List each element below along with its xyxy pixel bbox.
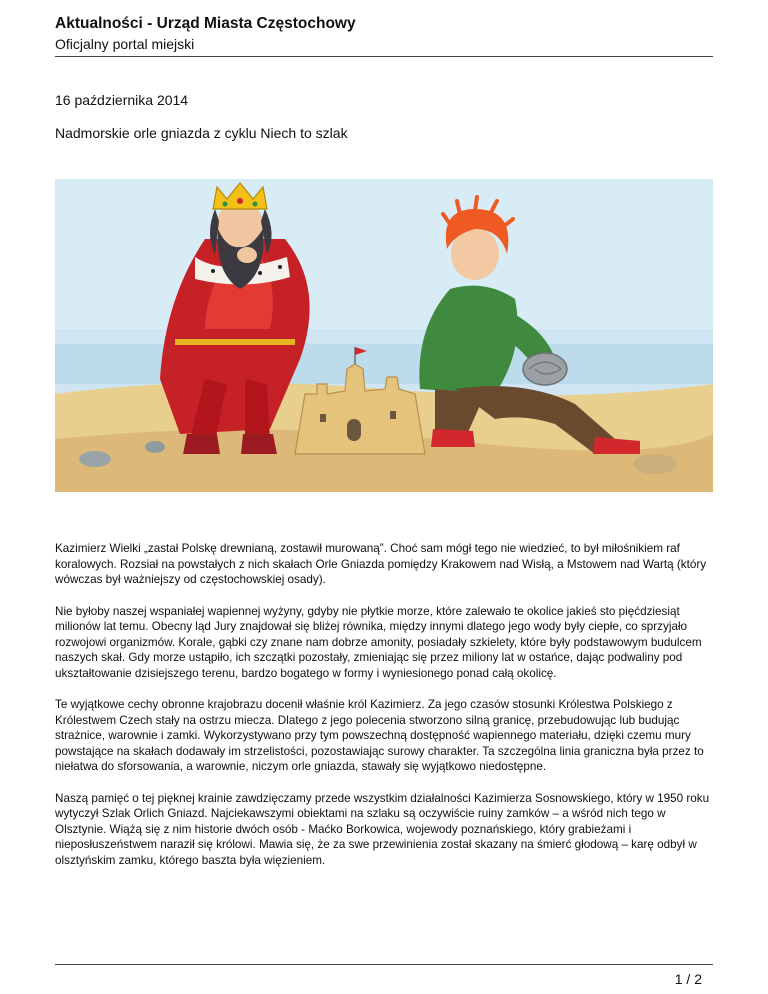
page-number: 1 / 2 bbox=[674, 971, 702, 987]
article-paragraph: Te wyjątkowe cechy obronne krajobrazu docenił właśnie król Kazimierz. Za jego czasów stosunki Królestwa Polskiego z Królestwem Czech stały na ostrzu miecza. Dlatego z jego polecenia stworzono silną granicę, przebudowując lub budując strażnice, warownie i zamki. Wykorzystywano przy tym powszechną dostępność wapiennego materiału, dzięki czemu mury powstające na skałach dodawały im strzelistości, pozostawiając surowy charakter. Ta szczególna linia graniczna była przez to niełatwa do sforsowania, a warownie, niczym orle gniazda, stawały się wyjątkowo niedostępne. bbox=[55, 698, 704, 773]
article-date: 16 października 2014 bbox=[55, 92, 189, 108]
article-body bbox=[55, 541, 713, 884]
article-paragraph: Naszą pamięć o tej pięknej krainie zawdzięczamy przede wszystkim działalności Kazimierza Sosnowskiego, który w 1950 roku wytyczył Szlak Orlich Gniazd. Najciekawszymi obiektami na szlaku są oczywiście ruiny zamków – a wśród nich tego w Olsztynie. Wiążą się z nim historie dwóch osób - Maćko Borkowica, wojewody poznańskiego, który grabieżami i nieposłuszeństwem naraził się królowi. Mawia się, że za swe przewinienia został skazany na śmierć głodową – karę odbył w olsztyńskim zamku, którego baszta była więzieniem. bbox=[55, 791, 710, 867]
article-title: Nadmorskie orle gniazda z cyklu Niech to szlak bbox=[55, 125, 348, 141]
site-subtitle: Oficjalny portal miejski bbox=[55, 36, 195, 52]
article-paragraph: Kazimierz Wielki „zastał Polskę drewnianą, zostawił murowaną”. Choć sam mógł tego nie wiedzieć, to był miłośnikiem raf koralowych. Rozsiał na powstałych z nich skałach Orle Gniazda pomiędzy Krakowem nad Wisłą, a Mstowem nad Wartą (który wówczas był ważniejszy od częstochowskiej osady). bbox=[55, 542, 707, 586]
article-paragraph: Nie byłoby naszej wspaniałej wapiennej wyżyny, gdyby nie płytkie morze, które zalewało te okolice jakieś sto pięćdziesiąt milionów lat temu. Obecny ląd Jury znajdował się bliżej równika, między innymi dlatego jego wody były ciepłe, co sprzyjało rozwojowi organizmów. Korale, gąbki czy znane nam dobrze amonity, posiadały szkielety, które były podstawowym budulcem naszych skał. Gdy morze ustąpiło, ich szczątki pozostały, zmieniając się przez miliony lat w ostańce, dając podwaliny pod ukształtowanie dzisiejszego terenu, bardzo bogatego w formy i wyniesionego ponad całą okolicę. bbox=[55, 604, 702, 680]
article-illustration bbox=[55, 179, 713, 492]
footer-divider bbox=[55, 964, 713, 965]
header-divider bbox=[55, 56, 713, 57]
site-title: Aktualności - Urząd Miasta Częstochowy bbox=[55, 15, 356, 32]
